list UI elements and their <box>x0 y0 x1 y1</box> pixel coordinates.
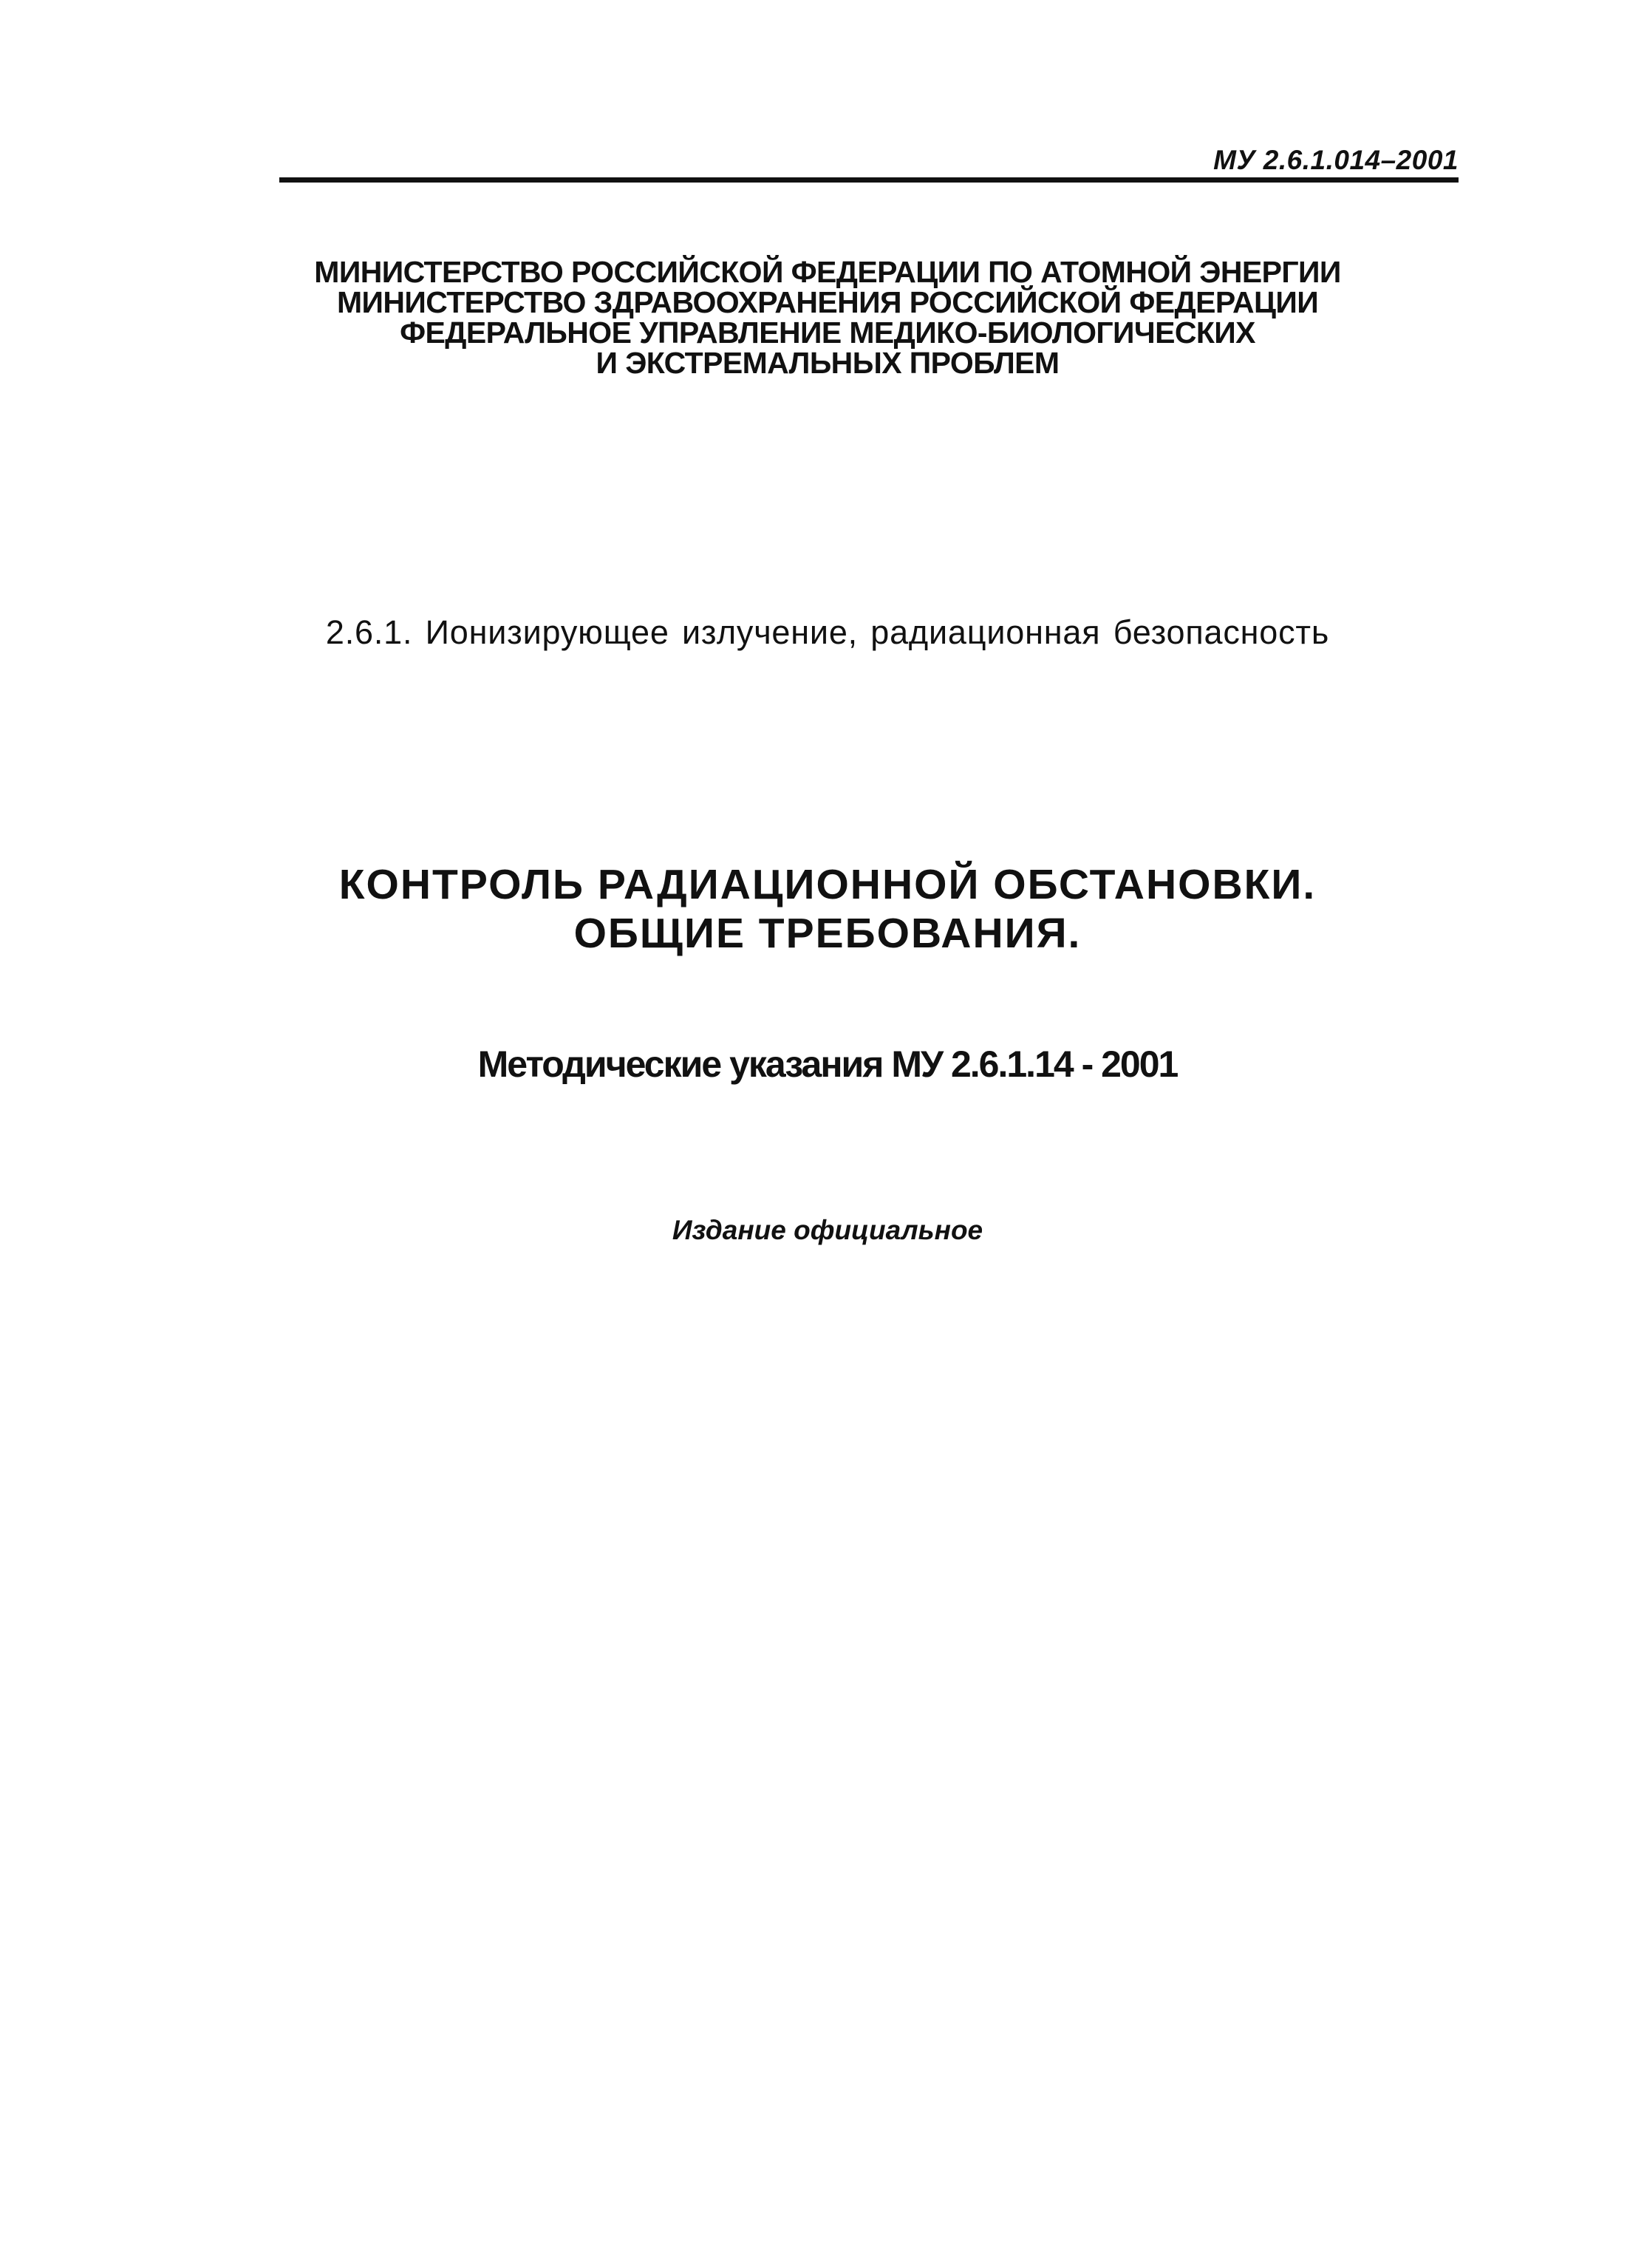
title-line: КОНТРОЛЬ РАДИАЦИОННОЙ ОБСТАНОВКИ. <box>338 861 1317 908</box>
document-subtitle: Методические указания МУ 2.6.1.14 - 2001 <box>477 1043 1178 1085</box>
document-code: МУ 2.6.1.014–2001 <box>1213 145 1459 175</box>
document-title <box>281 860 1374 958</box>
title-line: ОБЩИЕ ТРЕБОВАНИЯ. <box>573 910 1082 957</box>
ministry-line: И ЭКСТРЕМАЛЬНЫХ ПРОБЛЕМ <box>596 346 1060 380</box>
ministry-line: ФЕДЕРАЛЬНОЕ УПРАВЛЕНИЕ МЕДИКО-БИОЛОГИЧЕСКИХ <box>400 316 1255 350</box>
ministries-block <box>296 257 1360 378</box>
edition-note: Издание официальное <box>672 1215 983 1245</box>
ministry-line: МИНИСТЕРСТВО ЗДРАВООХРАНЕНИЯ РОССИЙСКОЙ ФЕДЕРАЦИИ <box>336 285 1319 319</box>
section-heading: 2.6.1. Ионизирующее излучение, радиационная безопасность <box>325 613 1330 651</box>
ministry-line: МИНИСТЕРСТВО РОССИЙСКОЙ ФЕДЕРАЦИИ ПО АТОМНОЙ ЭНЕРГИИ <box>314 255 1341 289</box>
header-rule <box>279 177 1459 183</box>
